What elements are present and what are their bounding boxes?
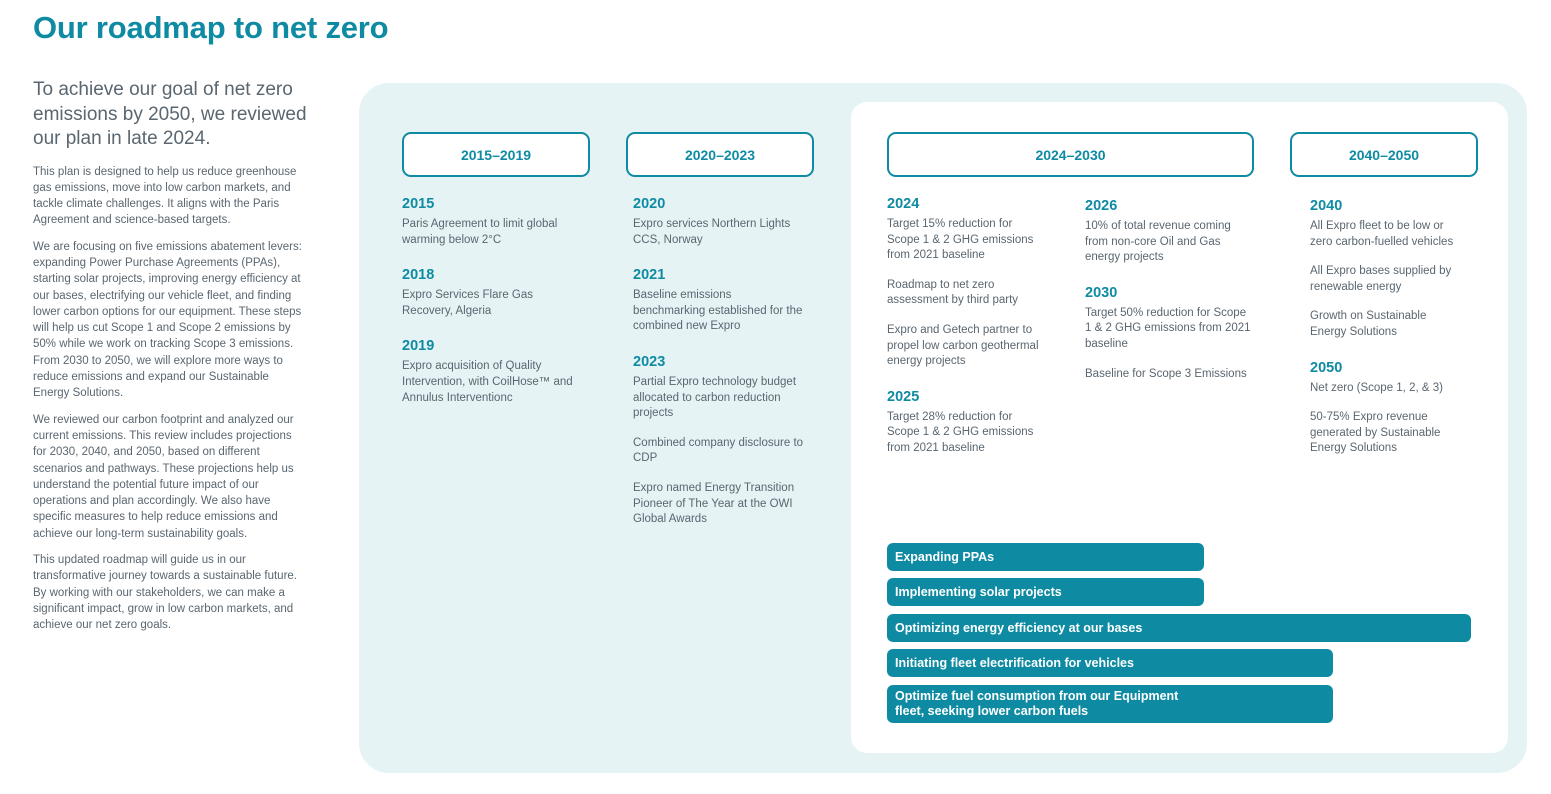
- event-year: 2025: [887, 388, 920, 405]
- event-2050: [1310, 360, 1460, 457]
- lever-expanding-ppas: Expanding PPAs: [887, 543, 1204, 571]
- page-title: Our roadmap to net zero: [33, 10, 389, 45]
- event-2024: [887, 196, 1047, 370]
- event-text: Expro services Northern Lights CCS, Norway: [633, 218, 791, 246]
- event-text: Growth on Sustainable Energy Solutions: [1310, 310, 1427, 338]
- event-2026: [1085, 198, 1253, 266]
- period-2020-2023: 2020–2023: [626, 132, 814, 177]
- event-text: Target 50% reduction for Scope 1 & 2 GHG emissions from 2021 baseline: [1085, 306, 1251, 350]
- event-2030: [1085, 285, 1253, 382]
- event-year: 2019: [402, 338, 435, 355]
- event-2023: [633, 354, 805, 528]
- event-year: 2020: [633, 196, 666, 212]
- intro-paragraph: This plan is designed to help us reduce greenhouse gas emissions, move into low carbon markets, and tackle climate challenges. It aligns with the Paris Agreement and science-based targets.: [33, 165, 297, 227]
- event-year: 2030: [1085, 284, 1118, 301]
- event-2025: [887, 389, 1047, 457]
- event-text: Partial Expro technology budget allocated to carbon reduction projects: [633, 375, 797, 420]
- event-year: 2024: [887, 196, 920, 212]
- event-text: Baseline for Scope 3 Emissions: [1085, 367, 1247, 380]
- event-text: Target 28% reduction for Scope 1 & 2 GHG emissions from 2021 baseline: [887, 410, 1034, 454]
- event-text: Combined company disclosure to CDP: [633, 436, 804, 465]
- timeline-column-2024-2025: [887, 196, 1047, 476]
- timeline-column-2020-2023: [633, 196, 805, 547]
- event-2021: [633, 267, 805, 335]
- event-2015: [402, 196, 582, 248]
- event-2018: [402, 267, 582, 319]
- event-text: Expro named Energy Transition Pioneer of The Year at the OWI Global Awards: [633, 481, 795, 526]
- intro-paragraph: We are focusing on five emissions abatement levers: expanding Power Purchase Agreements (PPAs), starting solar projects, improving energy efficiency at our bases, electrifying our vehicle fleet, and finding lower carbon options for our equipment. These steps will help us cut Scope 1 and Scope 2 emissions by 50% while we work on tracking Scope 3 emissions. From 2030 to 2050, we will explore more ways to reduce emissions and expand our Sustainable Energy Solutions.: [33, 240, 302, 400]
- lever-solar-projects: Implementing solar projects: [887, 578, 1204, 606]
- event-text: Expro and Getech partner to propel low carbon geothermal energy projects: [887, 323, 1039, 368]
- lever-fleet-electrification: Initiating fleet electrification for vehicles: [887, 649, 1333, 677]
- timeline-column-2040-2050: [1310, 198, 1460, 476]
- lever-energy-efficiency: Optimizing energy efficiency at our bases: [887, 614, 1471, 642]
- event-text: Target 15% reduction for Scope 1 & 2 GHG emissions from 2021 baseline: [887, 218, 1034, 262]
- period-2024-2030: 2024–2030: [887, 132, 1254, 177]
- event-text: Baseline emissions benchmarking established for the combined new Expro: [633, 289, 803, 333]
- period-2040-2050: 2040–2050: [1290, 132, 1478, 177]
- event-text: All Expro bases supplied by renewable energy: [1310, 265, 1452, 293]
- event-year: 2018: [402, 267, 435, 284]
- event-text: 50-75% Expro revenue generated by Sustainable Energy Solutions: [1310, 411, 1441, 455]
- intro-lead: To achieve our goal of net zero emissions by 2050, we reviewed our plan in late 2024.: [33, 79, 307, 149]
- timeline-column-2015-2019: [402, 196, 582, 425]
- event-2040: [1310, 198, 1460, 341]
- intro-paragraph: This updated roadmap will guide us in our transformative journey towards a sustainable future. By working with our stakeholders, we can make a significant impact, grow in low carbon markets, and achieve our net zero goals.: [33, 554, 297, 632]
- event-year: 2040: [1310, 198, 1343, 214]
- event-text: Paris Agreement to limit global warming below 2°C: [402, 218, 558, 246]
- event-text: 10% of total revenue coming from non-core Oil and Gas energy projects: [1085, 220, 1231, 264]
- event-2020: [633, 196, 805, 248]
- intro-section: [33, 78, 308, 644]
- event-2019: [402, 338, 582, 406]
- event-year: 2050: [1310, 359, 1343, 376]
- period-2015-2019: 2015–2019: [402, 132, 590, 177]
- event-text: All Expro fleet to be low or zero carbon-fuelled vehicles: [1310, 220, 1454, 248]
- event-year: 2015: [402, 196, 435, 212]
- event-text: Roadmap to net zero assessment by third party: [887, 278, 1019, 307]
- event-text: Net zero (Scope 1, 2, & 3): [1310, 381, 1443, 394]
- event-year: 2021: [633, 267, 666, 284]
- event-year: 2023: [633, 353, 666, 370]
- event-year: 2026: [1085, 198, 1118, 214]
- timeline-column-2026-2030: [1085, 198, 1253, 401]
- event-text: Expro Services Flare Gas Recovery, Algeria: [402, 289, 534, 317]
- event-text: Expro acquisition of Quality Intervention, with CoilHose™ and Annulus Interventionc: [402, 360, 573, 404]
- intro-paragraph: We reviewed our carbon footprint and analyzed our current emissions. This review includes projections for 2030, 2040, and 2050, based on different scenarios and pathways. These projections help us understand the potential future impact of our operations and plan accordingly. We also have specific measures to help reduce emissions and achieve our long-term sustainability goals.: [33, 413, 294, 540]
- lever-fuel-consumption: Optimize fuel consumption from our Equipment fleet, seeking lower carbon fuels: [887, 685, 1333, 723]
